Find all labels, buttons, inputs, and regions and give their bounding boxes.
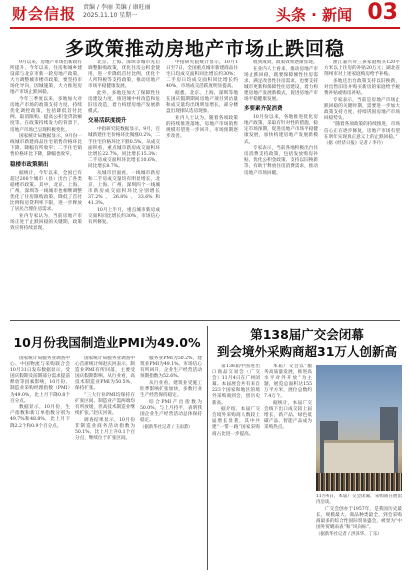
paragraph: 业内人士认为，随着各项政策的持续推进落地，房地产市场销售规模有望进一步回升，市场预期逐步改善。 bbox=[166, 115, 238, 140]
paragraph: 浙江嘉兴对三孩家庭购买120平方米以上住房的补贴20万元；湖北省荆州市对上述家庭购房给予补贴。 bbox=[324, 60, 400, 78]
paragraph: 本届广交会以“服务高质量发展，推进高水平对外开放”为主题，展览总面积达155万平方米，展位总数约7.4万个。 bbox=[264, 364, 312, 400]
pmi-column-1 bbox=[10, 356, 70, 570]
paragraph: 据介绍，本届广交会境外采购商人数较上届增长显著，其中共建“一带一路”国家采购商占比进一步提高。 bbox=[212, 407, 260, 437]
canton-fair-photo bbox=[316, 365, 402, 491]
fair-column-3 bbox=[316, 494, 402, 570]
paragraph: 此外，多地还加大了保障性住房建设力度，推进城中村改造和危旧房改造，着力构建房地产发展新模式。 bbox=[88, 90, 160, 115]
lead-subhead-1: 稳楼市政策频出 bbox=[10, 161, 49, 168]
paragraph: 中指研究院统计显示，10月1日至7日，全国重点城市新建商品住宅日均成交面积同比增长约30%；二手房日均成交面积同比增长约40%，市场成交活跃度明显提高。 bbox=[166, 60, 238, 90]
paragraph: 据悉，北京、上海、深圳等地在国庆假期期间房地产项目到访量和成交量均出现明显增长，部分楼盘出现排队选房现象。 bbox=[166, 90, 238, 115]
paragraph: 国家统计局服务业调查中心首席统计师赵庆河表示，制造业PMI有所回落，主要受国庆假期影响。从行业看，高技术制造业PMI为50.5%，保持扩张。 bbox=[75, 356, 135, 392]
paragraph: 专家表示，当前各地积极出台住房消费支持政策，包括发放购房补贴、优化公积金政策、支持以旧换新等，有助于释放住房消费需求，推动房地产市场回暖。 bbox=[244, 146, 318, 176]
fair-column-2 bbox=[264, 364, 312, 570]
paragraph: 调查结果显示，10月份非制造业商务活动指数为50.1%，比上月上升0.1个百分点，继续位于扩张区间。 bbox=[75, 417, 135, 442]
newspaper-logo: 财会信报 bbox=[12, 5, 77, 23]
paragraph: 从城市层面看，一线城市新房和二手房成交量均有明显增长，北京、上海、广州、深圳四个一线城市新房成交面积环比分别增长37.2%、26.8%、33.6%和41.3%。 bbox=[88, 170, 160, 206]
paragraph: 国家统计局数据显示，9月份一线城市新建商品住宅销售价格环比下降，降幅有所收窄；二手住宅销售价格环比下降，降幅也收窄。 bbox=[10, 134, 82, 158]
paragraph: 在业内人士看来，推动房地产市场止跌回稳，既要保障刚性住房需求，满足改善性住房需求，也要支持城市更新和保障性住房建设，着力构建房地产发展新模式，促进房地产市场平稳健康发展。 bbox=[244, 66, 318, 103]
lead-column-4 bbox=[244, 60, 318, 315]
pmi-column-2 bbox=[75, 356, 135, 570]
fair-headline: 第138届广交会闭幕 到会境外采购商超31万人创新高 bbox=[217, 327, 397, 359]
paragraph: 收到成效，政策效果逐渐显现。 bbox=[253, 60, 318, 65]
pmi-column-3 bbox=[140, 356, 202, 570]
lead-credit: （据《经济日报》记者 / 李丹） bbox=[324, 141, 386, 147]
paragraph: 第138届中国进出口商品交易会（广交会）11月4日在广州闭幕。本届展会共有来自223个国家和地区的境外采购商到会，创历史新高。 bbox=[212, 364, 260, 406]
masthead-info bbox=[83, 4, 151, 20]
lead-column-1 bbox=[10, 60, 82, 315]
paragraph: 综合PMI产出指数为50.0%，与上月持平，表明我国企业生产经营活动总体保持稳定。 bbox=[140, 399, 202, 423]
photo-exhibition-hall bbox=[324, 440, 394, 473]
paragraph: “三大行业PMI均保持在扩张区间。制造业产需两端均有所放缓，但高技术制造业继续扩张。”赵庆河说。 bbox=[75, 393, 135, 417]
column-divider bbox=[207, 326, 208, 570]
paragraph: 今年三季度以来，多地加大对房地产市场的政策支持力度，持续优化调控政策，包括降低首付比例、取消限购、提高公积金贷款额度等。在政策持续发力的背景下，房地产市场已呈现积极变化。 bbox=[10, 97, 82, 133]
page-number: 03 bbox=[367, 0, 398, 25]
editor-credit: 责编 / 李丽 美编 / 康旺丽 bbox=[83, 4, 151, 11]
paragraph: 北京、上海、深圳等城市先后调整限购政策，优化住房公积金使用，进一步降低首付比例，优化个人所得税等支持政策，推动房地产市场平稳健康发展。 bbox=[88, 60, 160, 90]
paragraph: 专家表示，当前是房地产市场止跌回稳的关键时期，需要进一步加大政策支持力度，持续巩固房地产市场回稳势头。 bbox=[324, 97, 400, 121]
lead-column-2 bbox=[88, 60, 160, 315]
paragraph: 多地还出台政策支持以旧换新，对出售旧房并购买新房的家庭给予税费补贴或购房补贴。 bbox=[324, 78, 400, 96]
paragraph: 业内专家认为，当前房地产市场正处于止跌回稳的关键期，政策效应将持续显现。 bbox=[10, 213, 82, 231]
paragraph: 据统计，本届广交会线下出口成交较上届增长，新产品、绿色低碳产品、智能产品成为采购热点。 bbox=[264, 401, 312, 431]
pmi-credit: （据新华社记者 / 王雨萧） bbox=[140, 424, 193, 430]
paragraph: 据统计，今年以来，全国已有超过200个城市（县）出台了各类稳楼市政策。其中，北京、上海、广州、深圳等一线城市也相继调整优化了住房限购政策，降低了首付比例和房贷利率下限，进一步释放了居民合理住房需求。 bbox=[10, 170, 82, 213]
photo-crowd bbox=[316, 473, 402, 491]
paragraph: 从行业看，建筑业受施工旺季影响扩张加快，多数行业生产经营保持稳定。 bbox=[140, 380, 202, 399]
lead-column-3 bbox=[166, 60, 238, 315]
section-title: 头条 · 新闻 bbox=[275, 6, 352, 24]
paragraph: 国家统计局服务业调查中心、中国物流与采购联合会10月31日发布数据显示，受国庆假期及前期部分需求提前释放等因素影响，10月份，制造业采购经理指数（PMI）为49.0%，比上月下降0.8个百分点。 bbox=[10, 356, 70, 404]
masthead-rule bbox=[10, 27, 400, 29]
section-divider bbox=[10, 320, 400, 321]
paragraph: “随着各项政策的持续推进，市场信心正在逐步修复，房地产市场有望在明年实现真正意义上的止跌回稳。” bbox=[324, 122, 400, 140]
paragraph: 10月上半月，重点城市新房成交面积同比增长约30%，市场信心有所修复。 bbox=[88, 207, 160, 225]
photo-caption: 11月4日，本届广交会闭幕，采购商在展馆内洽谈。 bbox=[316, 494, 402, 506]
issue-date: 2025.11.10 星期一 bbox=[83, 12, 138, 19]
paragraph: 10月份以来，各地推进优化房地产政策，采取有针对性的措施，稳定市场预期，促进房地产市场平稳健康发展，加快构建房地产发展新模式。 bbox=[244, 115, 318, 145]
masthead bbox=[0, 0, 410, 30]
paragraph: 9月以来，房地产市场出新政有所提升，今年以来，住房和城乡建设部与北京市新一轮房地产政策，大力调整城市楼市政策，要坚持市场化导向，因城施策，大力推进房地产市场止跌回稳。 bbox=[10, 60, 82, 96]
fair-credit: （据新华社记者 / 洪泽华、丁乐） bbox=[316, 531, 382, 537]
paragraph: 广交会创办于1957年，是我国历史最长、规模最大、商品种类最全、到会采购商最多的综合性国际贸易盛会，被誉为“中国外贸晴雨表”和“风向标”。 bbox=[316, 506, 402, 530]
lead-subhead-3: 多要素齐促消费 bbox=[244, 106, 283, 113]
lead-subhead-2: 交易活跃度提升 bbox=[88, 118, 127, 125]
paragraph: 服务业PMI为50.2%，建筑业PMI为49.1%。市场信心有所回升，企业生产经营活动预期指数为52.6%。 bbox=[140, 356, 202, 380]
paragraph: 中指研究院数据显示，9月，百城新建住宅价格环比微涨0.2%，二手住宅价格环比下跌0.5%。从成交面积看，重点城市新房成交面积环比增长22.7%，同比增长15.3%；二手房成交面积环比增长10.6%，同比增长8.7%。 bbox=[88, 127, 160, 169]
pmi-headline: 10月份我国制造业PMI为49.0% bbox=[13, 335, 201, 350]
lead-column-5 bbox=[324, 60, 400, 315]
paragraph: 数据显示，10月份，生产指数和新订单指数分别为49.7%和48.8%，比上月下降2.2个和0.9个百分点。 bbox=[10, 405, 70, 429]
fair-column-1 bbox=[212, 364, 260, 570]
lead-headline: 多政策推动房地产市场止跌回稳 bbox=[64, 38, 345, 60]
